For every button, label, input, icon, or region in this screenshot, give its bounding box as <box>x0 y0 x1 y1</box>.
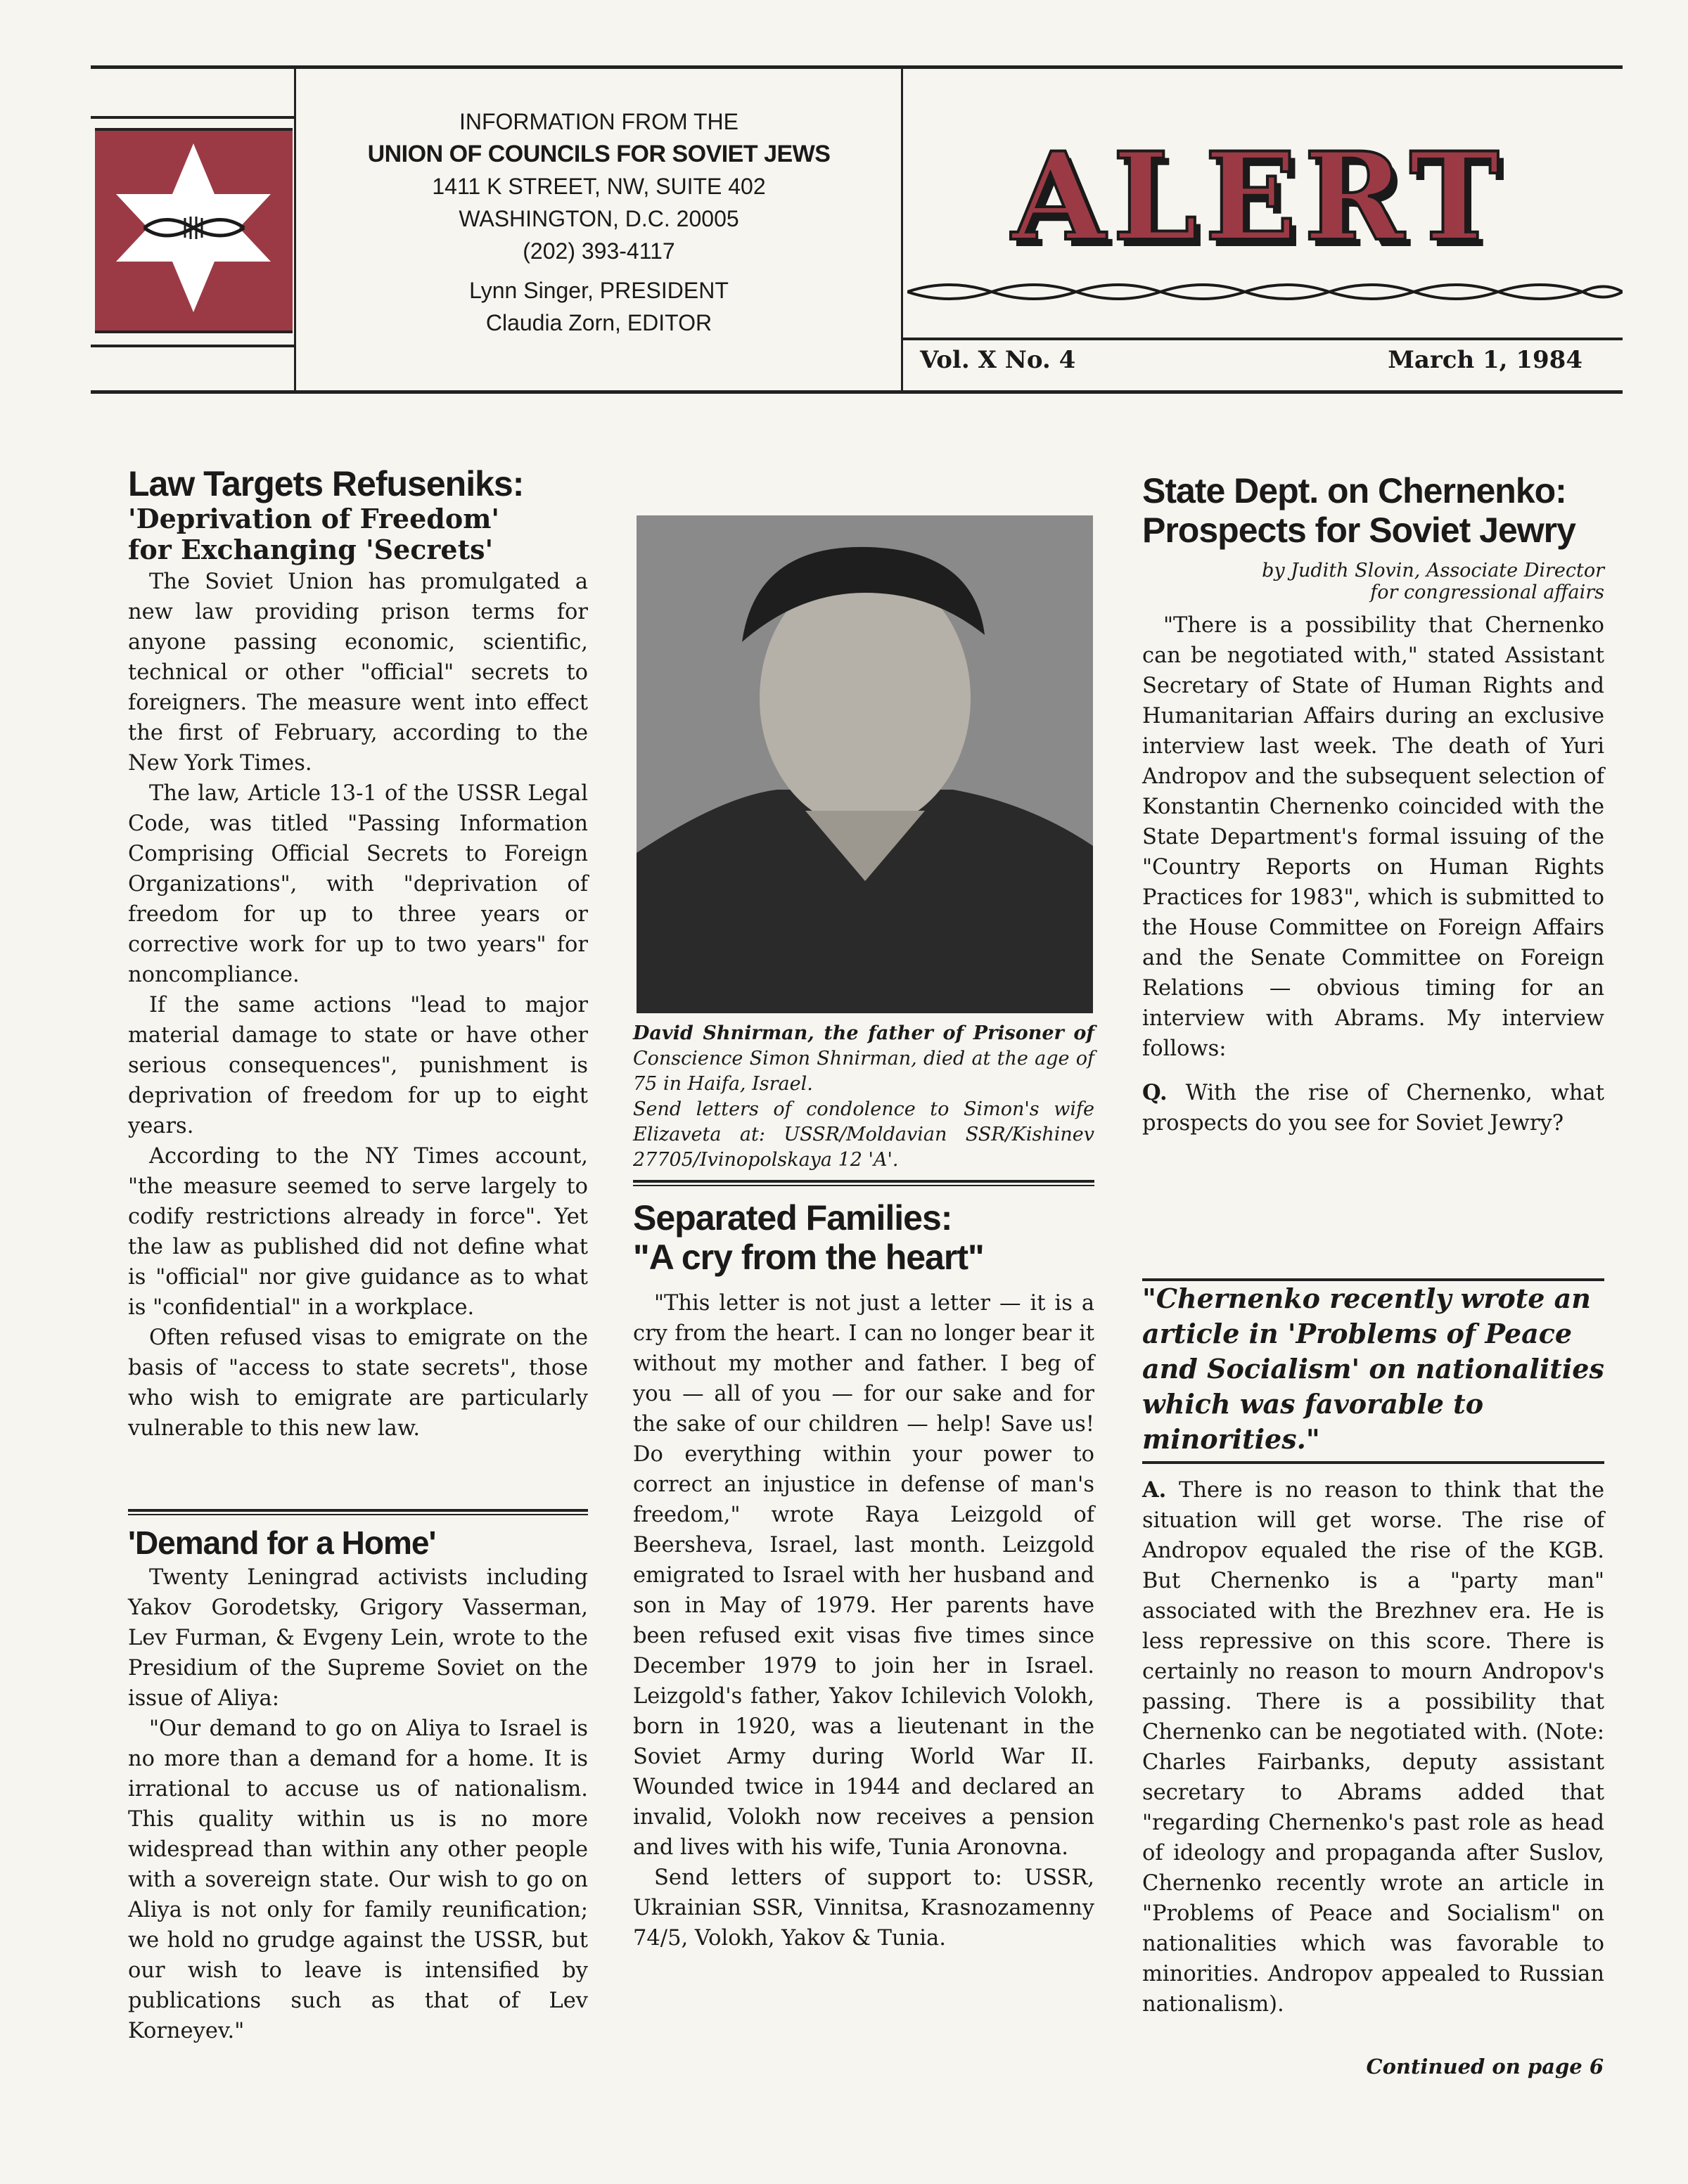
article-law-targets <box>128 464 588 1444</box>
article-subhead: for Exchanging 'Secrets' <box>128 534 494 565</box>
article-subhead: 'Deprivation of Freedom' <box>128 503 500 534</box>
org-city: WASHINGTON, D.C. 20005 <box>459 206 739 231</box>
org-info <box>295 105 902 339</box>
q-label: Q. <box>1142 1080 1168 1105</box>
caption-text: Conscience Simon Shnirman, died at the age of 75 in Haifa, Israel. <box>633 1048 1094 1095</box>
answer-text: There is no reason to think that the situation will get worse. The rise of Andropov equaled the rise of the KGB. But Chernenko is a "party man" associated with the Brezhnev era. He is less repressive on this score. There is certainly no reason to mourn Andropov's passing. There is a possibility that Chernenko can be negotiated with. (Note: Charles Fairbanks, deputy assistant secretary to Abrams added that "regarding Chernenko's past role as head of ideology and propaganda after Suslov, Chernenko recently wrote an article in "Problems of Peace and Socialism" on nationalities which was favorable to minorities. Andropov appealed to Russian nationalism). <box>1142 1478 1604 2017</box>
article-headline: 'Demand for a Home' <box>128 1524 436 1561</box>
barbed-wire-star-icon <box>95 131 293 325</box>
byline: for congressional affairs <box>1370 582 1604 603</box>
article-demand-home <box>128 1523 588 2046</box>
a-label: A. <box>1142 1477 1167 1503</box>
double-rule <box>633 1180 1094 1186</box>
org-president: Lynn Singer, PRESIDENT <box>469 278 729 303</box>
issue-date: March 1, 1984 <box>1388 346 1582 374</box>
logo-rule <box>91 116 295 119</box>
org-intro: INFORMATION FROM THE <box>459 109 738 134</box>
article-headline: "A cry from the heart" <box>633 1238 984 1277</box>
paragraph: If the same actions "lead to major material damage to state or have other serious consequences", punishment is deprivation of freedom for up to eight years. <box>128 993 588 1138</box>
photo-caption <box>633 1021 1094 1173</box>
article-headline: Prospects for Soviet Jewry <box>1142 510 1575 550</box>
paragraph: Send letters of support to: USSR, Ukrainian SSR, Vinnitsa, Krasnozamenny 74/5, Volokh, Yakov & Tunia. <box>633 1865 1094 1951</box>
portrait-photo <box>637 515 1093 1013</box>
caption-send: Send letters of condolence to Simon's wife Elizaveta at: USSR/Moldavian SSR/Kishinev 27705/Ivinopolskaya 12 'A'. <box>633 1098 1094 1171</box>
article-headline: Law Targets Refuseniks: <box>128 464 524 503</box>
double-rule <box>128 1509 588 1515</box>
continued-link[interactable]: Continued on page 6 <box>1366 2055 1604 2079</box>
byline: by Judith Slovin, Associate Director <box>1262 560 1604 582</box>
paragraph: Twenty Leningrad activists including Yakov Gorodetsky, Grigory Vasserman, Lev Furman, & Evgeny Lein, wrote to the Presidium of the Supreme Soviet on the issue of Aliya: <box>128 1565 588 1711</box>
star-of-david-logo <box>95 128 293 333</box>
article-separated-families <box>633 1198 1094 1953</box>
org-name: UNION OF COUNCILS FOR SOVIET JEWS <box>367 141 831 167</box>
article-state-dept <box>1142 471 1604 1138</box>
masthead-rule <box>902 338 1623 340</box>
pull-quote: "Chernenko recently wrote an article in 'Problems of Peace and Socialism' on nationalities which was favorable to minorities." <box>1142 1283 1604 1455</box>
question-text: With the rise of Chernenko, what prospects do you see for Soviet Jewry? <box>1142 1081 1604 1136</box>
question <box>1142 1078 1604 1138</box>
paragraph: "This letter is not just a letter — it is a cry from the heart. I can no longer bear it without my mother and father. I beg of you — all of you — for our sake and for the sake of our children — help! Save us! Do everything within your power to correct an injustice in defense of man's freedom," wrote Raya Leizgold of Beersheva, Israel, last month. Leizgold emigrated to Israel with her husband and son in May of 1979. Her parents have been refused exit visas five times since December 1979 to join her in Israel. Leizgold's father, Yakov Ichilevich Volokh, born in 1920, was a lieutenant in the Soviet Army during World War II. Wounded twice in 1944 and declared an invalid, Volokh now receives a pension and lives with his wife, Tunia Aronovna. <box>633 1291 1094 1860</box>
org-phone: (202) 393-4117 <box>523 238 675 264</box>
org-address: 1411 K STREET, NW, SUITE 402 <box>432 174 766 199</box>
paragraph: "There is a possibility that Chernenko can be negotiated with," stated Assistant Secretary of State of Human Rights and Humanitarian Affairs during an exclusive interview last week. The death of Yuri Andropov and the subsequent selection of Konstantin Chernenko coincided with the State Department's formal issuing of the "Country Reports on Human Rights Practices for 1983", which is submitted to the House Committee on Foreign Affairs and the Senate Committee on Foreign Relations — obvious timing for an interview with Abrams. My interview follows: <box>1142 613 1604 1061</box>
paragraph: According to the NY Times account, "the measure seemed to serve largely to codify restrictions already in force". Yet the law as published did not define what is "official" nor give guidance as to what is "confidential" in a workplace. <box>128 1144 588 1320</box>
paragraph: The law, Article 13-1 of the USSR Legal Code, was titled "Passing Information Comprising Official Secrets to Foreign Organizations", with "deprivation of freedom for up to three years or corrective work for up to two years" for noncompliance. <box>128 781 588 987</box>
org-editor: Claudia Zorn, EDITOR <box>485 310 712 335</box>
caption-lead: David Shnirman, the father of Prisoner of <box>633 1022 1094 1044</box>
answer-block <box>1142 1475 1604 2019</box>
article-headline: State Dept. on Chernenko: <box>1142 471 1566 510</box>
barbed-wire-icon <box>907 278 1623 306</box>
newsletter-title: ALERT <box>1011 125 1507 268</box>
paragraph: Often refused visas to emigrate on the basis of "access to state secrets", those who wish to emigrate are particularly vulnerable to this new law. <box>128 1325 588 1441</box>
paragraph: The Soviet Union has promulgated a new law providing prison terms for anyone passing economic, scientific, technical or other "official" secrets to foreigners. The measure went into effect the first of February, according to the New York Times. <box>128 570 588 776</box>
volume-number: Vol. X No. 4 <box>920 346 1076 374</box>
article-headline: Separated Families: <box>633 1198 952 1238</box>
answer <box>1142 1475 1604 2019</box>
portrait-image <box>637 515 1093 1013</box>
logo-rule <box>91 345 295 347</box>
paragraph: "Our demand to go on Aliya to Israel is no more than a demand for a home. It is irrational to accuse us of nationalism. This quality within us is no more widespread than within any other people with a sovereign state. Our wish to go on Aliya is not only for family reunification; we hold no grudge against the USSR, but our wish to leave is intensified by publications such as that of Lev Korneyev." <box>128 1716 588 2043</box>
rule <box>1142 1461 1604 1464</box>
